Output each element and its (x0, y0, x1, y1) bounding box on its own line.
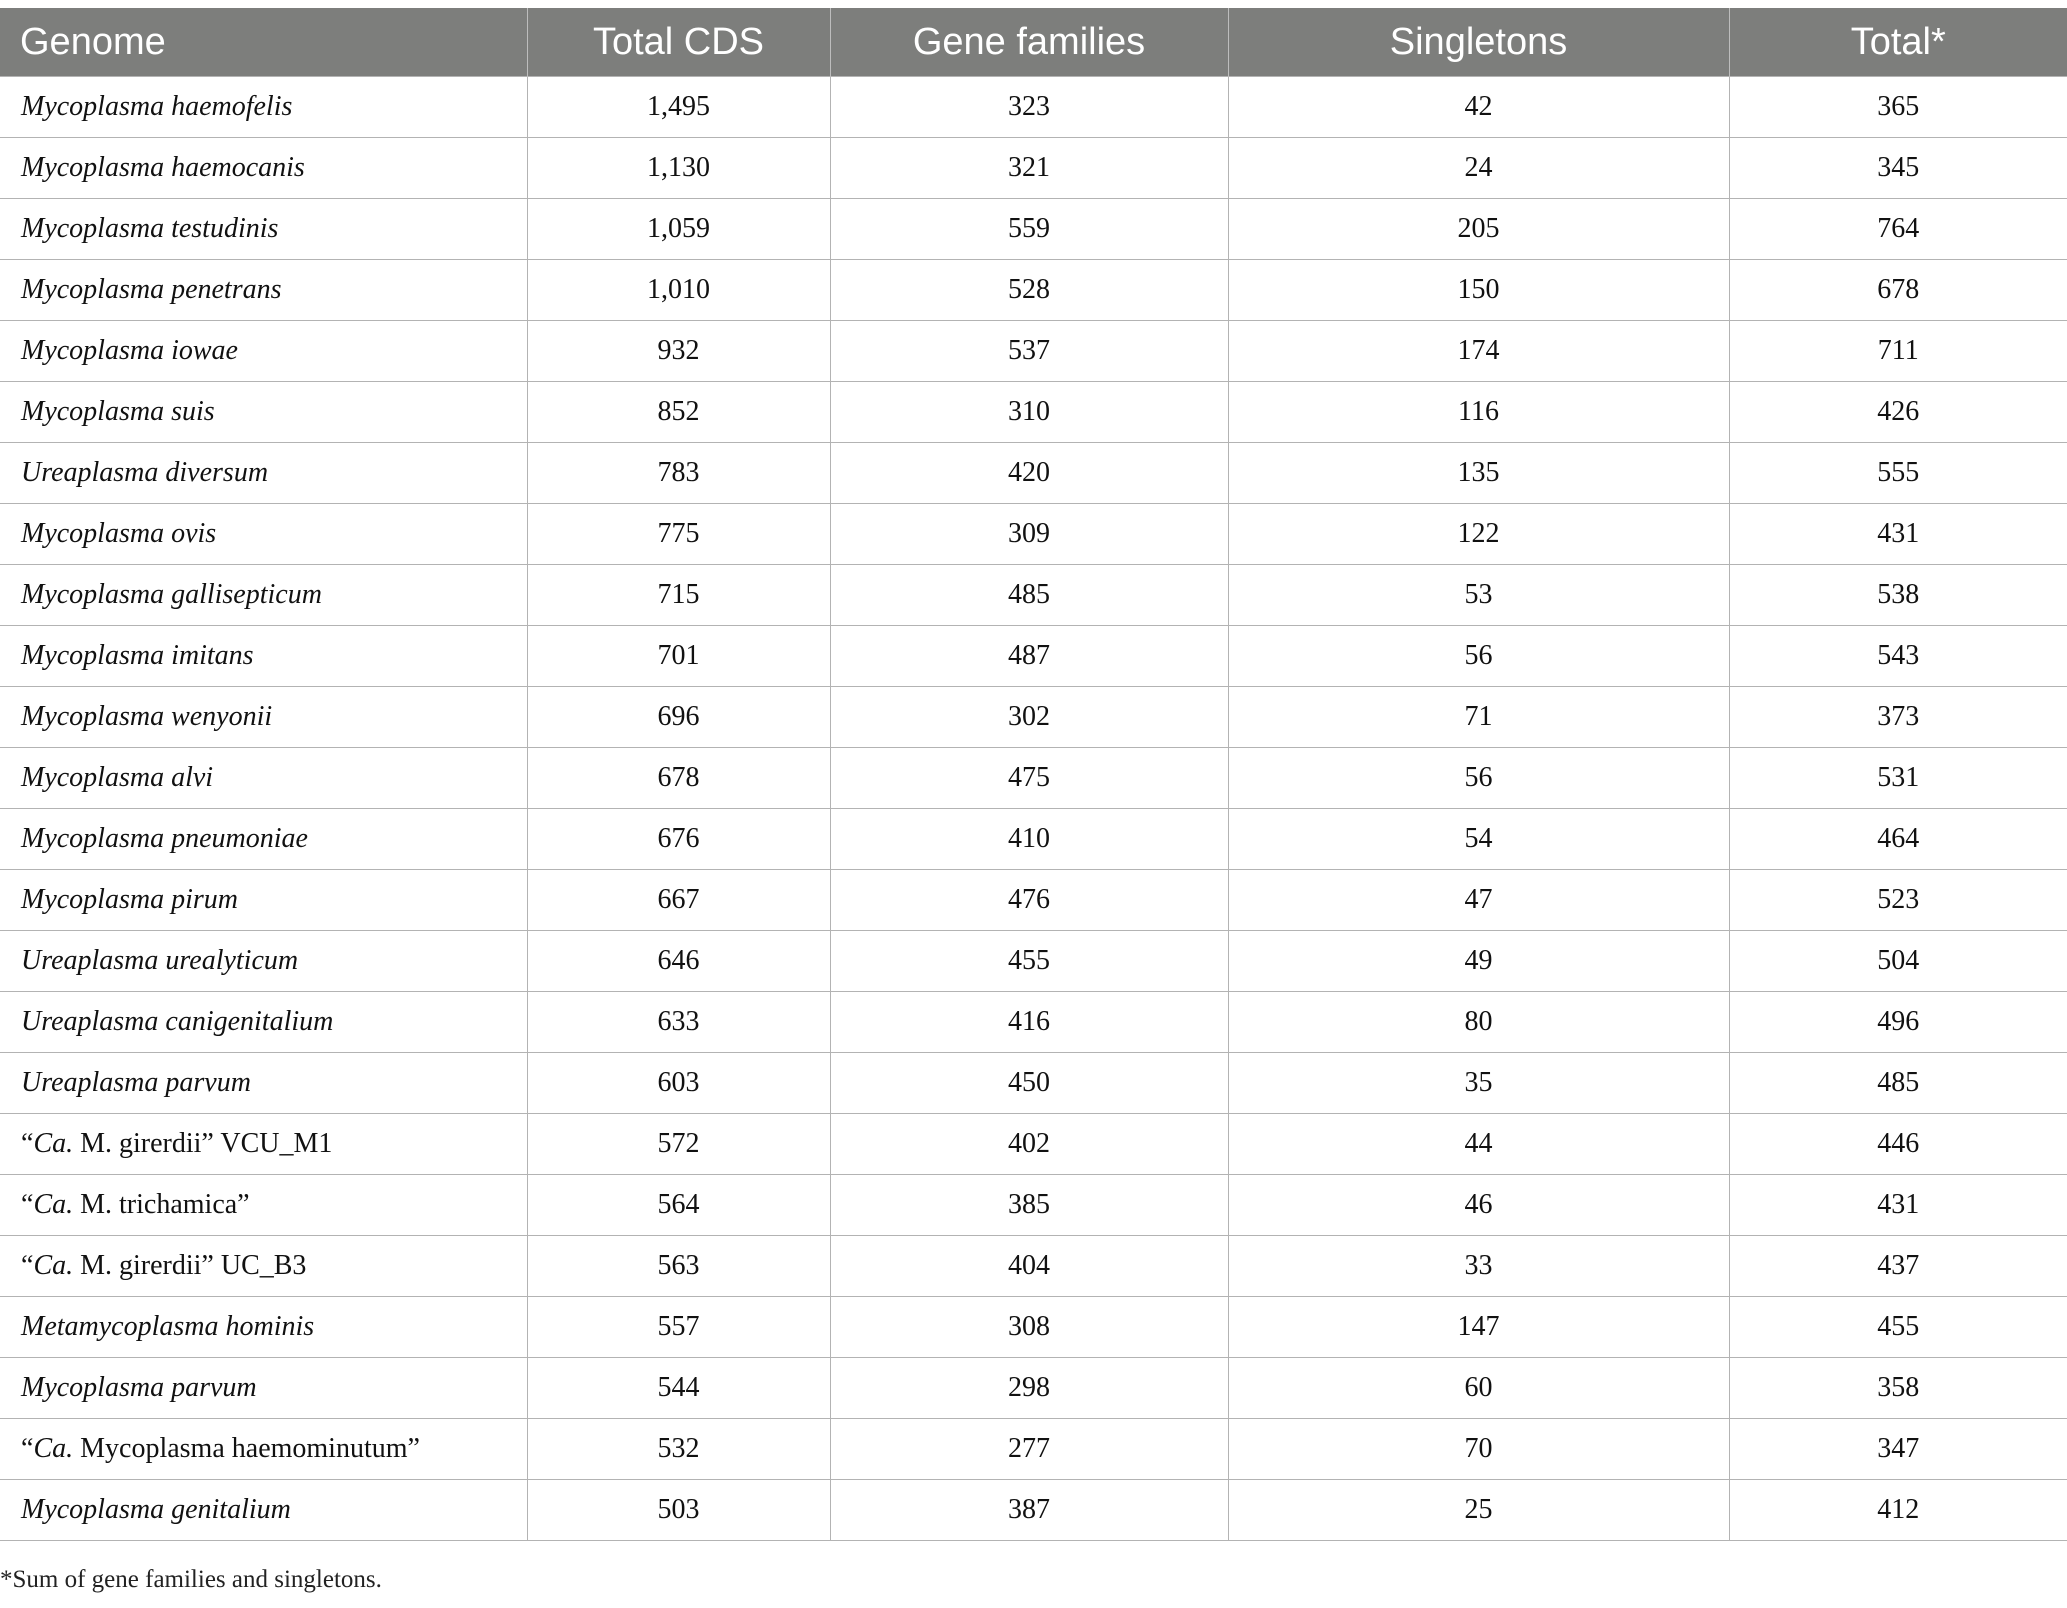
cell-genome (0, 931, 527, 992)
cell-singletons: 33 (1228, 1236, 1729, 1297)
cell-gene-families: 298 (830, 1358, 1228, 1419)
cell-total: 504 (1729, 931, 2067, 992)
cell-total-cds: 775 (527, 504, 830, 565)
cell-total-cds: 667 (527, 870, 830, 931)
cell-gene-families: 537 (830, 321, 1228, 382)
cell-gene-families: 476 (830, 870, 1228, 931)
genome-name-segment: “ (21, 1189, 34, 1220)
cell-genome (0, 321, 527, 382)
header-total: Total* (1729, 8, 2067, 77)
genome-name-segment: Mycoplasma haemofelis (21, 91, 293, 122)
cell-genome (0, 565, 527, 626)
cell-total: 347 (1729, 1419, 2067, 1480)
cell-total-cds: 564 (527, 1175, 830, 1236)
cell-singletons: 56 (1228, 626, 1729, 687)
cell-gene-families: 485 (830, 565, 1228, 626)
cell-total-cds: 696 (527, 687, 830, 748)
cell-total: 531 (1729, 748, 2067, 809)
cell-total-cds: 676 (527, 809, 830, 870)
genome-name-segment: Mycoplasma ovis (21, 518, 217, 549)
cell-genome (0, 748, 527, 809)
cell-total: 464 (1729, 809, 2067, 870)
header-total-cds: Total CDS (527, 8, 830, 77)
cell-total: 345 (1729, 138, 2067, 199)
cell-singletons: 80 (1228, 992, 1729, 1053)
cell-gene-families: 321 (830, 138, 1228, 199)
table-container (0, 8, 2067, 1541)
cell-genome (0, 1114, 527, 1175)
cell-genome (0, 1297, 527, 1358)
cell-total: 446 (1729, 1114, 2067, 1175)
cell-gene-families: 387 (830, 1480, 1228, 1541)
genome-name-segment: Mycoplasma testudinis (21, 213, 279, 244)
genome-name-segment: Ca. (33, 1189, 74, 1220)
cell-gene-families: 310 (830, 382, 1228, 443)
cell-singletons: 46 (1228, 1175, 1729, 1236)
cell-total-cds: 633 (527, 992, 830, 1053)
table-row (0, 565, 2067, 626)
table-row (0, 1236, 2067, 1297)
cell-total-cds: 701 (527, 626, 830, 687)
cell-total: 431 (1729, 504, 2067, 565)
cell-gene-families: 487 (830, 626, 1228, 687)
cell-total: 431 (1729, 1175, 2067, 1236)
cell-total-cds: 572 (527, 1114, 830, 1175)
cell-total: 764 (1729, 199, 2067, 260)
cell-genome (0, 77, 527, 138)
cell-total: 365 (1729, 77, 2067, 138)
cell-total-cds: 715 (527, 565, 830, 626)
table-row (0, 77, 2067, 138)
cell-total-cds: 932 (527, 321, 830, 382)
genome-name-segment: Ureaplasma canigenitalium (21, 1006, 334, 1037)
cell-genome (0, 1053, 527, 1114)
cell-total: 496 (1729, 992, 2067, 1053)
genome-name-segment: Ureaplasma parvum (21, 1067, 251, 1098)
cell-singletons: 49 (1228, 931, 1729, 992)
cell-genome (0, 260, 527, 321)
cell-gene-families: 404 (830, 1236, 1228, 1297)
genome-name-segment: Ureaplasma urealyticum (21, 945, 299, 976)
cell-gene-families: 420 (830, 443, 1228, 504)
genome-name-segment: Mycoplasma parvum (21, 1372, 257, 1403)
cell-total: 711 (1729, 321, 2067, 382)
genome-name-segment: Ca. (33, 1250, 74, 1281)
cell-genome (0, 626, 527, 687)
cell-gene-families: 410 (830, 809, 1228, 870)
cell-total-cds: 1,010 (527, 260, 830, 321)
cell-gene-families: 475 (830, 748, 1228, 809)
cell-singletons: 116 (1228, 382, 1729, 443)
genome-name-segment: Mycoplasma haemocanis (21, 152, 305, 183)
cell-singletons: 44 (1228, 1114, 1729, 1175)
cell-total-cds: 557 (527, 1297, 830, 1358)
cell-gene-families: 402 (830, 1114, 1228, 1175)
genome-name-segment: Mycoplasma genitalium (21, 1494, 291, 1525)
cell-genome (0, 382, 527, 443)
footnote: *Sum of gene families and singletons. (0, 1566, 382, 1593)
genome-name-segment: “ (21, 1250, 34, 1281)
table-row (0, 504, 2067, 565)
genome-name-segment: Mycoplasma pneumoniae (21, 823, 308, 854)
cell-total: 523 (1729, 870, 2067, 931)
cell-total: 437 (1729, 1236, 2067, 1297)
cell-singletons: 54 (1228, 809, 1729, 870)
cell-singletons: 56 (1228, 748, 1729, 809)
table-row (0, 321, 2067, 382)
cell-total: 543 (1729, 626, 2067, 687)
cell-gene-families: 450 (830, 1053, 1228, 1114)
genome-name-segment: Ureaplasma diversum (21, 457, 269, 488)
cell-total: 555 (1729, 443, 2067, 504)
cell-total: 455 (1729, 1297, 2067, 1358)
cell-total-cds: 563 (527, 1236, 830, 1297)
cell-genome (0, 992, 527, 1053)
cell-gene-families: 559 (830, 199, 1228, 260)
cell-total: 412 (1729, 1480, 2067, 1541)
cell-genome (0, 1175, 527, 1236)
cell-singletons: 135 (1228, 443, 1729, 504)
cell-gene-families: 416 (830, 992, 1228, 1053)
cell-gene-families: 323 (830, 77, 1228, 138)
table-row (0, 260, 2067, 321)
cell-singletons: 24 (1228, 138, 1729, 199)
cell-genome (0, 687, 527, 748)
cell-singletons: 42 (1228, 77, 1729, 138)
cell-genome (0, 199, 527, 260)
table-row (0, 1480, 2067, 1541)
genome-name-segment: Mycoplasma haemominutum” (73, 1433, 420, 1464)
cell-gene-families: 277 (830, 1419, 1228, 1480)
genome-name-segment: Mycoplasma wenyonii (21, 701, 273, 732)
table-row (0, 626, 2067, 687)
genome-name-segment: M. girerdii” UC_B3 (73, 1250, 307, 1281)
cell-total-cds: 532 (527, 1419, 830, 1480)
cell-singletons: 25 (1228, 1480, 1729, 1541)
cell-singletons: 147 (1228, 1297, 1729, 1358)
cell-genome (0, 1358, 527, 1419)
cell-total: 358 (1729, 1358, 2067, 1419)
cell-total-cds: 544 (527, 1358, 830, 1419)
cell-genome (0, 809, 527, 870)
genome-name-segment: Mycoplasma gallisepticum (21, 579, 322, 610)
cell-gene-families: 385 (830, 1175, 1228, 1236)
cell-singletons: 174 (1228, 321, 1729, 382)
table-row (0, 931, 2067, 992)
table-row (0, 1114, 2067, 1175)
genome-name-segment: Mycoplasma suis (21, 396, 215, 427)
cell-genome (0, 504, 527, 565)
table-row (0, 443, 2067, 504)
cell-singletons: 205 (1228, 199, 1729, 260)
genome-name-segment: Mycoplasma pirum (21, 884, 238, 915)
genome-name-segment: “ (21, 1433, 34, 1464)
cell-total-cds: 503 (527, 1480, 830, 1541)
header-row (0, 8, 2067, 77)
header-genome: Genome (0, 8, 527, 77)
table-row (0, 199, 2067, 260)
cell-total: 373 (1729, 687, 2067, 748)
cell-singletons: 60 (1228, 1358, 1729, 1419)
table-row (0, 870, 2067, 931)
genome-name-segment: M. girerdii” VCU_M1 (73, 1128, 333, 1159)
cell-gene-families: 309 (830, 504, 1228, 565)
cell-total: 485 (1729, 1053, 2067, 1114)
table-row (0, 992, 2067, 1053)
cell-total-cds: 1,059 (527, 199, 830, 260)
cell-gene-families: 302 (830, 687, 1228, 748)
cell-gene-families: 455 (830, 931, 1228, 992)
table-body (0, 77, 2067, 1541)
cell-total-cds: 603 (527, 1053, 830, 1114)
cell-genome (0, 138, 527, 199)
cell-total-cds: 852 (527, 382, 830, 443)
genome-name-segment: Ca. (33, 1433, 74, 1464)
genome-name-segment: Metamycoplasma hominis (21, 1311, 315, 1342)
cell-singletons: 122 (1228, 504, 1729, 565)
table-row (0, 1053, 2067, 1114)
cell-singletons: 35 (1228, 1053, 1729, 1114)
genome-name-segment: Ca. (33, 1128, 74, 1159)
cell-genome (0, 870, 527, 931)
genome-name-segment: Mycoplasma imitans (21, 640, 254, 671)
cell-genome (0, 1419, 527, 1480)
table-row (0, 1297, 2067, 1358)
cell-singletons: 47 (1228, 870, 1729, 931)
table-row (0, 1419, 2067, 1480)
cell-gene-families: 308 (830, 1297, 1228, 1358)
cell-total-cds: 678 (527, 748, 830, 809)
table-row (0, 1358, 2067, 1419)
cell-genome (0, 443, 527, 504)
table-row (0, 809, 2067, 870)
cell-total: 678 (1729, 260, 2067, 321)
cell-total-cds: 1,130 (527, 138, 830, 199)
cell-total-cds: 646 (527, 931, 830, 992)
cell-singletons: 53 (1228, 565, 1729, 626)
header-singletons: Singletons (1228, 8, 1729, 77)
genome-name-segment: M. trichamica” (73, 1189, 250, 1220)
genome-name-segment: “ (21, 1128, 34, 1159)
cell-total-cds: 1,495 (527, 77, 830, 138)
cell-gene-families: 528 (830, 260, 1228, 321)
table-row (0, 748, 2067, 809)
table-row (0, 382, 2067, 443)
cell-total: 426 (1729, 382, 2067, 443)
cell-singletons: 71 (1228, 687, 1729, 748)
genome-name-segment: Mycoplasma iowae (21, 335, 238, 366)
table-row (0, 138, 2067, 199)
cell-genome (0, 1480, 527, 1541)
cell-total-cds: 783 (527, 443, 830, 504)
table-row (0, 687, 2067, 748)
cell-total: 538 (1729, 565, 2067, 626)
table-header (0, 8, 2067, 77)
cell-genome (0, 1236, 527, 1297)
genome-name-segment: Mycoplasma penetrans (21, 274, 282, 305)
cell-singletons: 150 (1228, 260, 1729, 321)
table-row (0, 1175, 2067, 1236)
genome-name-segment: Mycoplasma alvi (21, 762, 214, 793)
cell-singletons: 70 (1228, 1419, 1729, 1480)
header-gene-families: Gene families (830, 8, 1228, 77)
genome-table (0, 8, 2067, 1541)
